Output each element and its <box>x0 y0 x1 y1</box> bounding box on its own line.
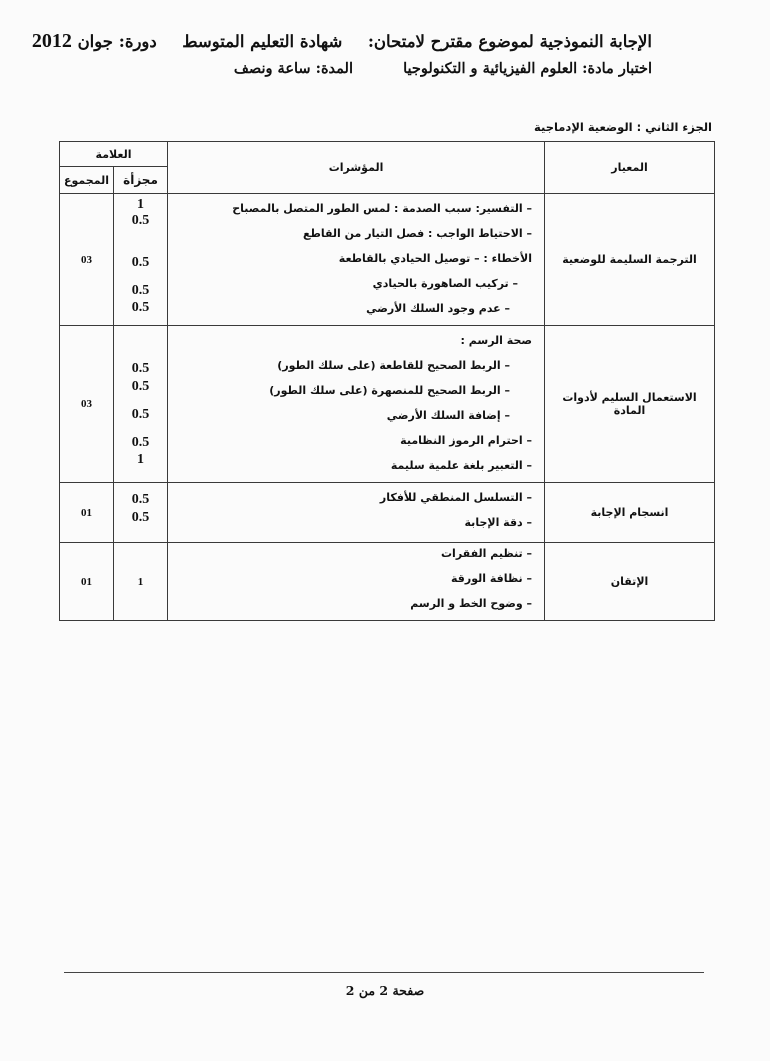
partial-mark: 0.5 <box>131 300 150 315</box>
header-mark: العلامة <box>60 142 168 167</box>
duration-text: المدة: ساعة ونصف <box>233 60 353 77</box>
session-label: دورة: جوان <box>77 32 157 51</box>
title-text: الإجابة النموذجية لموضوع مقترح لامتحان: <box>367 32 652 51</box>
indicators-cell <box>168 543 545 621</box>
indicator-item: – تنظيم الفقرات <box>441 547 533 560</box>
document-subtitle <box>234 60 652 77</box>
indicators-cell <box>168 326 545 483</box>
partial-marks-cell <box>114 483 168 543</box>
partial-mark: 0.5 <box>131 213 150 228</box>
partial-mark: 1 <box>137 452 145 467</box>
criterion-cell: الإتقان <box>545 543 715 621</box>
partial-mark: 0.5 <box>131 361 150 376</box>
partial-mark: 0.5 <box>131 255 150 270</box>
indicator-item: – عدم وجود السلك الأرضي <box>366 302 511 315</box>
exam-name: شهادة التعليم المتوسط <box>182 32 343 51</box>
criterion-cell: الاستعمال السليم لأدوات المادة <box>545 326 715 483</box>
table-row <box>60 194 715 326</box>
table-row <box>60 326 715 483</box>
header-partial: مجزأة <box>114 167 168 194</box>
grading-table <box>59 141 715 621</box>
page-number: صفحة 2 من 2 <box>345 983 425 998</box>
indicators-cell <box>168 194 545 326</box>
indicators-cell <box>168 483 545 543</box>
partial-mark: 0.5 <box>131 510 150 525</box>
partial-mark: 1 <box>137 197 145 212</box>
indicator-item: – وضوح الخط و الرسم <box>410 597 533 610</box>
header-total: المجموع <box>60 167 114 194</box>
criterion-cell: الترجمة السليمة للوضعية <box>545 194 715 326</box>
indicator-item: – تركيب الصاهورة بالحيادي <box>372 277 519 290</box>
table-row <box>60 543 715 621</box>
document-title <box>32 30 652 53</box>
total-mark-cell: 01 <box>60 483 114 543</box>
session-year: 2012 <box>31 30 72 52</box>
partial-mark: 0.5 <box>131 283 150 298</box>
total-mark-cell: 03 <box>60 326 114 483</box>
partial-mark: 0.5 <box>131 407 150 422</box>
total-mark-cell: 03 <box>60 194 114 326</box>
indicator-item: صحة الرسم : <box>460 334 533 347</box>
total-mark-cell: 01 <box>60 543 114 621</box>
indicator-item: – الربط الصحيح للمنصهرة (على سلك الطور) <box>269 384 511 397</box>
partial-marks-cell <box>114 194 168 326</box>
indicator-item: – التعبير بلغة علمية سليمة <box>390 459 533 472</box>
header-indicators: المؤشرات <box>168 142 545 194</box>
partial-marks-cell: 1 <box>114 543 168 621</box>
indicator-item: – التسلسل المنطقي للأفكار <box>379 491 533 504</box>
indicator-item: الأخطاء : – توصيل الحيادي بالقاطعة <box>338 252 533 265</box>
indicator-item: – الربط الصحيح للقاطعة (على سلك الطور) <box>277 359 511 372</box>
table-row <box>60 483 715 543</box>
indicator-item: – دقة الإجابة <box>464 516 533 529</box>
indicator-item: – احترام الرموز النظامية <box>400 434 533 447</box>
partial-mark: 0.5 <box>131 379 150 394</box>
partial-mark: 0.5 <box>131 492 150 507</box>
indicator-item: – التفسير: سبب الصدمة : لمس الطور المتصل بالمصباح <box>232 202 533 215</box>
indicator-item: – الاحتياط الواجب : فصل التيار من القاطع <box>303 227 533 240</box>
footer-divider <box>64 972 704 973</box>
partial-mark: 0.5 <box>131 435 150 450</box>
partial-marks-cell <box>114 326 168 483</box>
criterion-cell: انسجام الإجابة <box>545 483 715 543</box>
indicator-item: – إضافة السلك الأرضي <box>386 409 511 422</box>
section-title: الجزء الثاني : الوضعية الإدماجية <box>534 120 712 134</box>
subject-text: اختبار مادة: العلوم الفيزيائية و التكنولوجيا <box>403 60 652 77</box>
indicator-item: – نظافة الورقة <box>451 572 533 585</box>
header-criterion: المعيار <box>545 142 715 194</box>
